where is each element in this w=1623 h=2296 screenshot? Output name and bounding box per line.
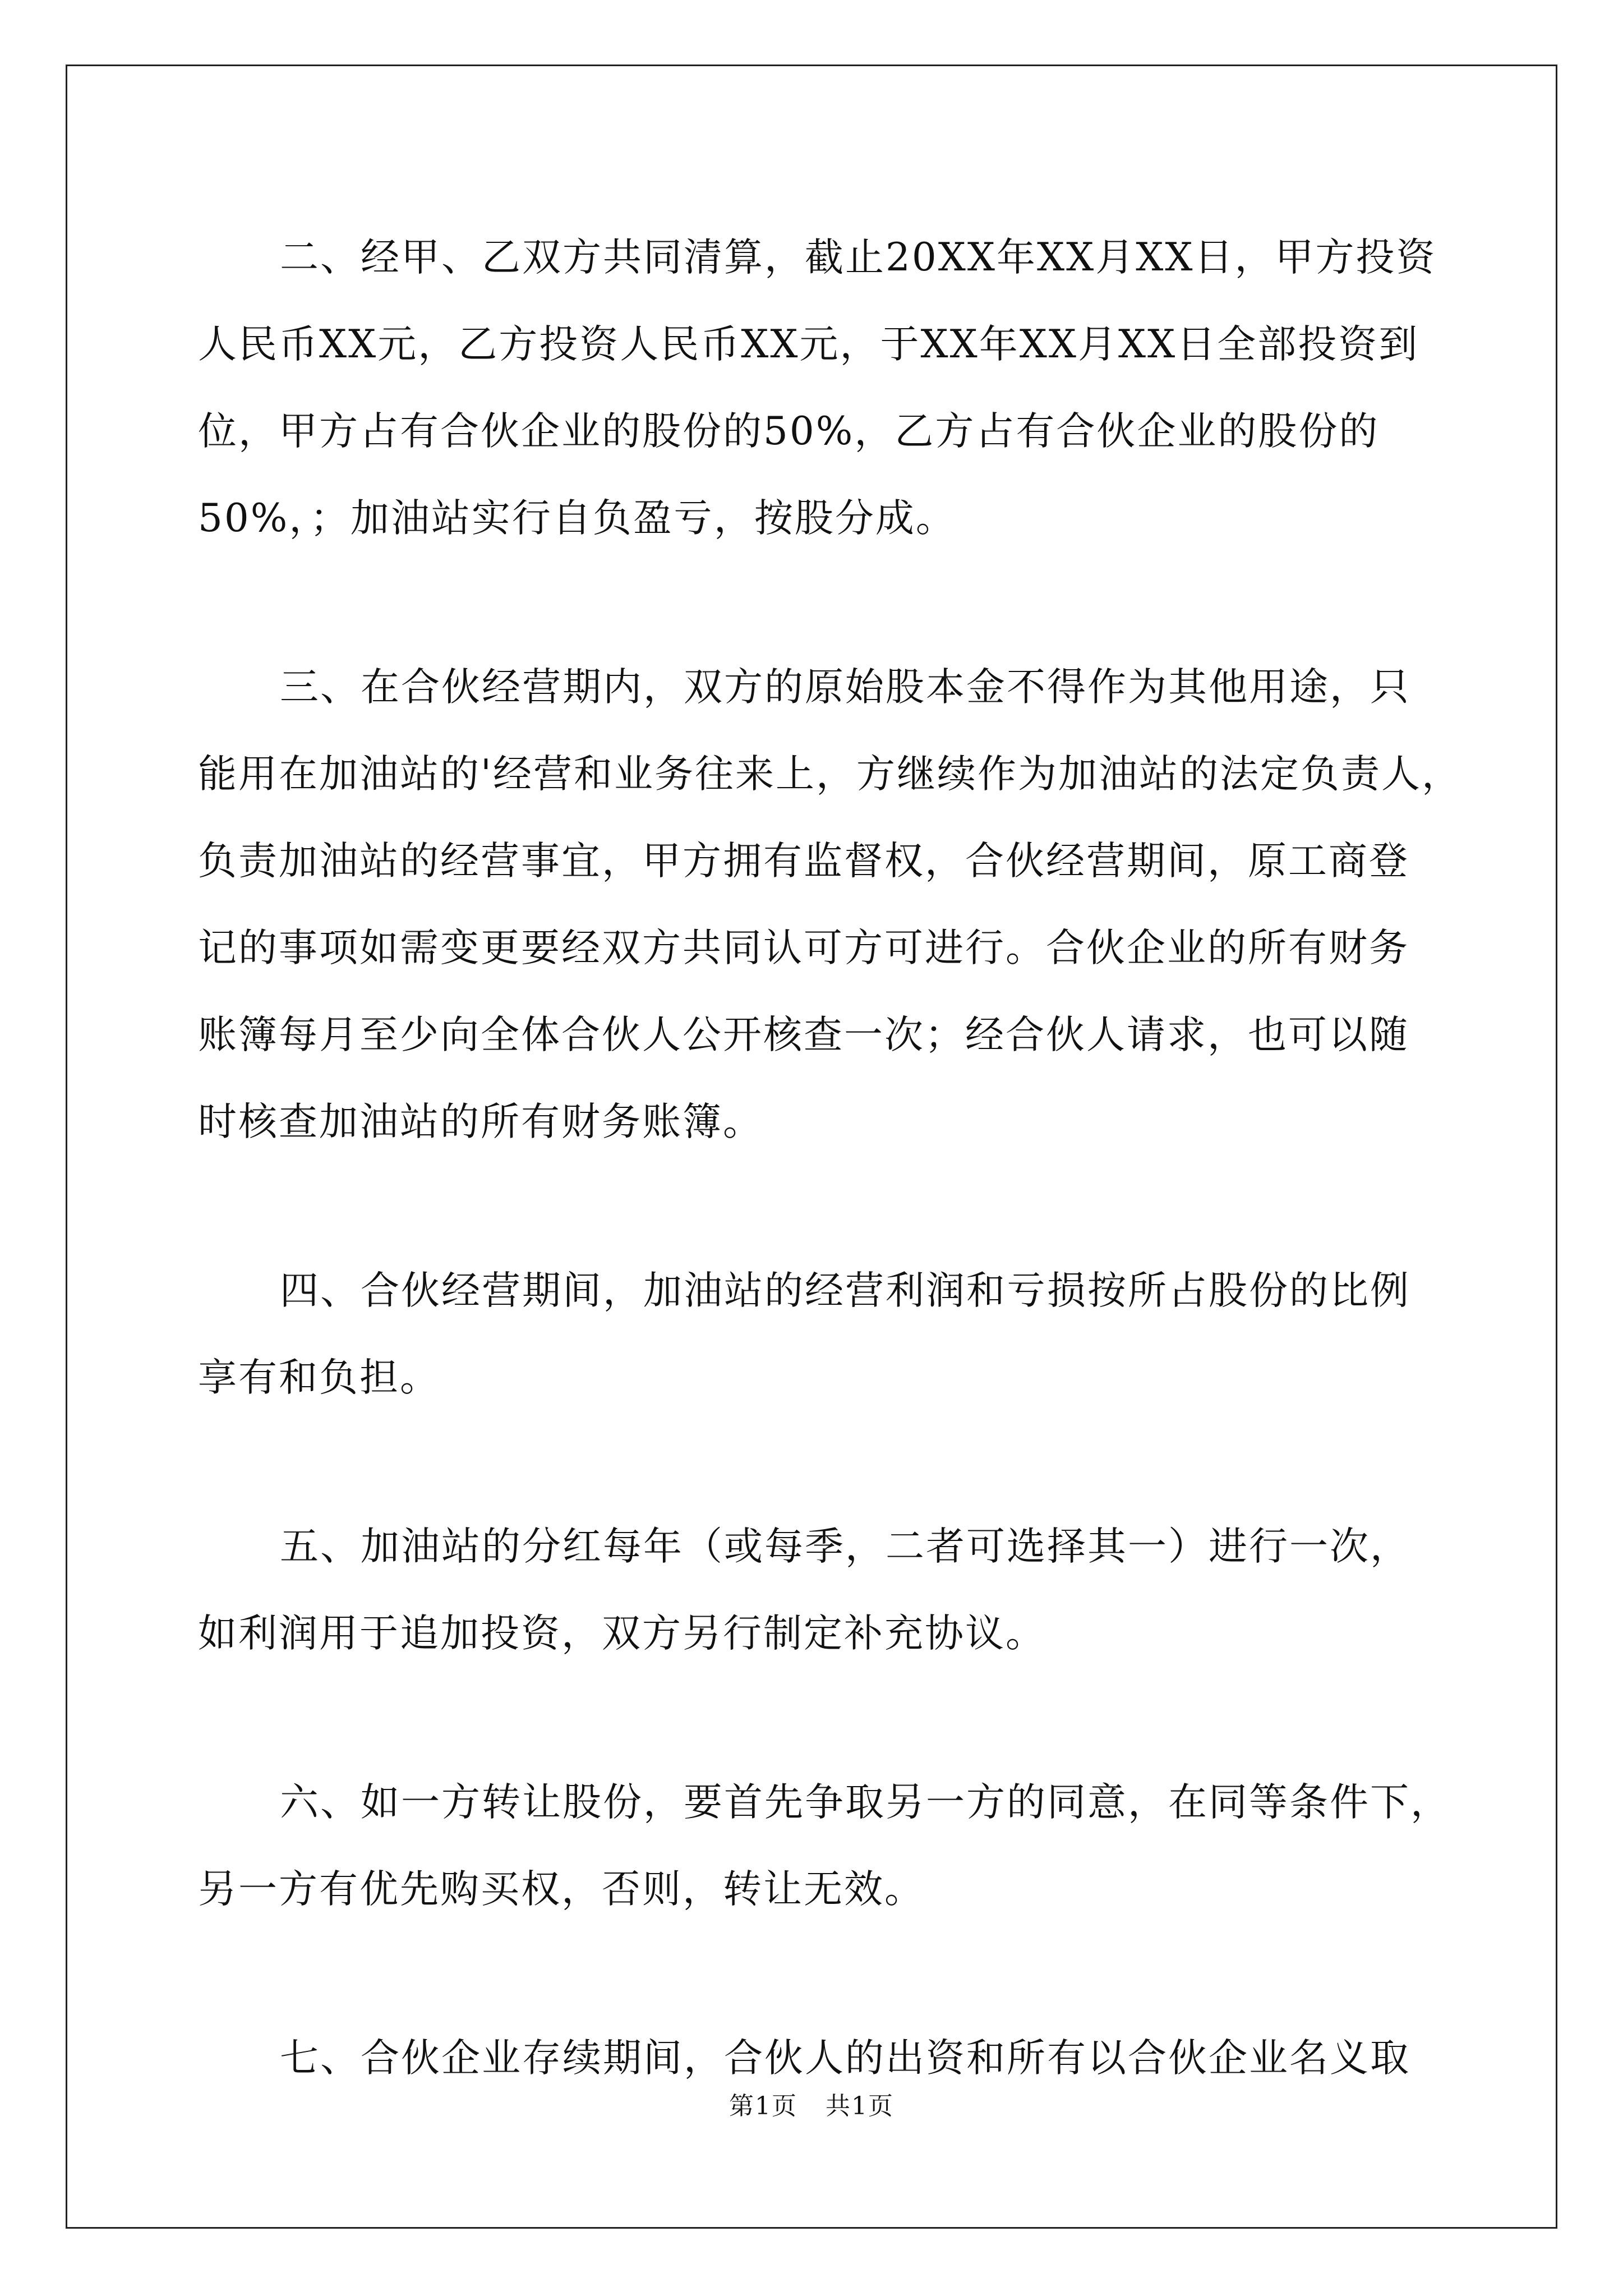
text-line: 50%，；加油站实行自负盈亏，按股分成。 [198, 496, 956, 541]
text-line: 账簿每月至少向全体合伙人公开核查一次；经合伙人请求，也可以随 [198, 1013, 1409, 1057]
paragraph-5 [198, 1503, 1432, 1677]
paragraph-6 [198, 1759, 1451, 1933]
text-line: 二、经甲、乙双方共同清算，截止20XX年XX月XX日，甲方投资 [280, 235, 1437, 280]
document-body [198, 214, 1462, 2102]
text-line: 另一方有优先购买权，否则，转让无效。 [198, 1867, 925, 1912]
text-line: 四、合伙经营期间，加油站的经营利润和亏损按所占股份的比例 [280, 1268, 1410, 1313]
text-line: 七、合伙企业存续期间，合伙人的出资和所有以合伙企业名义取 [280, 2036, 1410, 2081]
paragraph-3 [198, 644, 1462, 1166]
page-number-current: 第1页 [729, 2092, 797, 2120]
text-line: 记的事项如需变更要经双方共同认可方可进行。合伙企业的所有财务 [198, 926, 1409, 970]
page-footer [0, 2090, 1623, 2123]
text-line: 享有和负担。 [198, 1355, 440, 1400]
text-line: 五、加油站的分红每年（或每季，二者可选择其一）进行一次， [280, 1524, 1410, 1569]
text-line: 时核查加油站的所有财务账簿。 [198, 1099, 763, 1144]
paragraph-4 [198, 1248, 1432, 1421]
text-line: 人民币XX元，乙方投资人民币XX元，于XX年XX月XX日全部投资到 [198, 322, 1419, 367]
text-line: 三、在合伙经营期内，双方的原始股本金不得作为其他用途，只 [280, 665, 1410, 710]
page-number-total: 共1页 [826, 2092, 894, 2120]
text-line: 如利润用于追加投资，双方另行制定补充协议。 [198, 1611, 1046, 1656]
text-line: 负责加油站的经营事宜，甲方拥有监督权，合伙经营期间，原工商登 [198, 839, 1409, 884]
text-line: 六、如一方转让股份，要首先争取另一方的同意，在同等条件下， [280, 1780, 1451, 1825]
paragraph-7 [198, 2015, 1432, 2102]
text-line: 位，甲方占有合伙企业的股份的50%，乙方占有合伙企业的股份的 [198, 409, 1380, 454]
text-line: 能用在加油站的'经营和业务往来上，方继续作为加油站的法定负责人， [198, 752, 1462, 797]
paragraph-2 [198, 214, 1437, 562]
